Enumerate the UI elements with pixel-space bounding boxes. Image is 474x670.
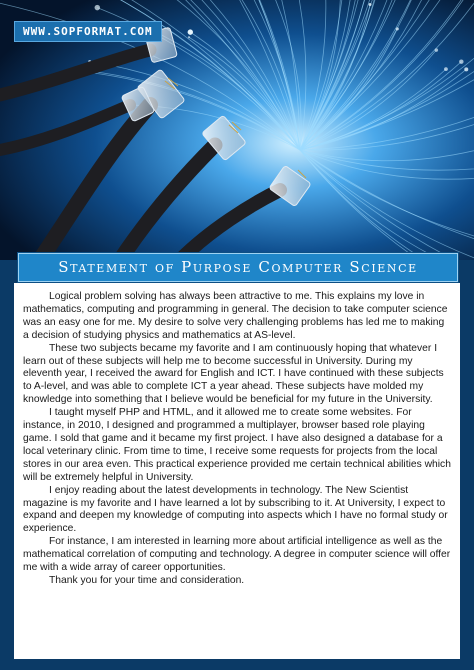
paragraph: These two subjects became my favorite and I am continuously hoping that whatever I learn out of these subjects will help me to become successful in University. During my eleventh year, I received the award for English and ICT. I have continued with these subjects to A-level, and was able to complete ICT a year ahead. These subjects have molded my knowledge into something that I believe would be beneficial for my future in the University. (23, 342, 444, 406)
paragraph: I taught myself PHP and HTML, and it allowed me to create some websites. For instance, in 2010, I designed and programmed a multiplayer, browser based role playing game. I sold that game and it became my first project. I have also designed a database for a local veterinary clinic. From time to time, I receive some requests for projects from the local stores in our area even. This practical experience provided me certain technical abilities which will be extremely helpful in University. (23, 407, 451, 483)
paragraph: I enjoy reading about the latest developments in technology. The New Scientist magazine is my favorite and I have learned a lot by subscribing to it. At University, I expect to expand and deepen my knowledge of computing into aspects which I have no formal study or experience. (23, 484, 448, 535)
hero-image (0, 0, 474, 260)
site-url-badge[interactable]: WWW.SOPFORMAT.COM (14, 21, 162, 42)
essay-text (23, 291, 452, 588)
document-title: Statement of Purpose Computer Science (58, 258, 418, 276)
paragraph: For instance, I am interested in learning more about artificial intelligence as well as the mathematical correlation of computing and technology. A degree in computer science will offer me with a wide array of career opportunities. (23, 536, 451, 574)
title-banner (18, 253, 458, 282)
bottom-border (0, 661, 474, 670)
paragraph: Thank you for your time and consideration. (49, 574, 245, 586)
document-body (14, 283, 460, 659)
paragraph: Logical problem solving has always been attractive to me. This explains my love in mathematics, computing and programming in general. The decision to take computer science was an easy one for me. My desire to solve very challenging problems has led me to making a decision of studying physics and mathematics at AS-level. (23, 291, 448, 341)
